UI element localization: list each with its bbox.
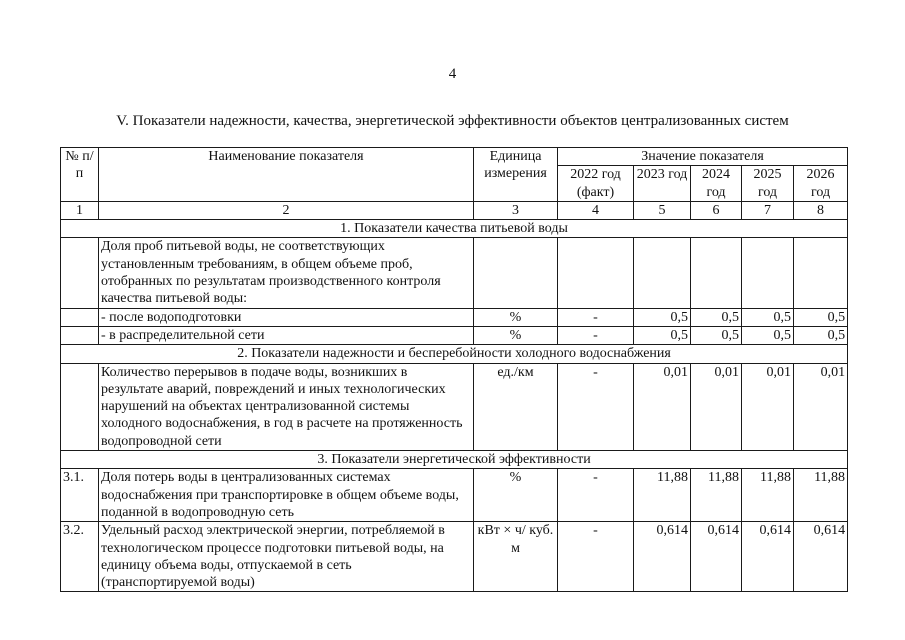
- header-year-2025: 2025 год: [742, 166, 794, 202]
- value-cell-2025: 11,88: [742, 469, 794, 522]
- empty-cell: [634, 238, 691, 308]
- indicator-name: Доля проб питьевой воды, не соответствующих установленным требованиям, в общем объеме проб, отобранных по результатам производственного контроля качества питьевой воды:: [99, 238, 474, 308]
- column-number: 6: [691, 201, 742, 219]
- value-cell-2022: -: [558, 308, 634, 326]
- indicator-name: Доля потерь воды в централизованных системах водоснабжения при транспортировке в общем объеме воды, поданной в водопроводную сеть: [99, 469, 474, 522]
- table-row: [61, 238, 848, 308]
- value-cell-2023: 0,614: [634, 522, 691, 592]
- header-num: № п/п: [61, 148, 99, 202]
- value-cell-2026: 0,5: [794, 308, 848, 326]
- value-cell-2024: 0,01: [691, 363, 742, 450]
- value-cell-2022: -: [558, 469, 634, 522]
- value-cell-2022: -: [558, 522, 634, 592]
- header-unit: Единица измерения: [474, 148, 558, 202]
- column-number: 8: [794, 201, 848, 219]
- unit-cell: ед./км: [474, 363, 558, 450]
- column-number: 5: [634, 201, 691, 219]
- column-number: 4: [558, 201, 634, 219]
- table-row: [61, 308, 848, 326]
- indicator-name: Удельный расход электрической энергии, потребляемой в технологическом процессе подготовки питьевой воды, на единицу объема воды, отпускаемой в сеть (транспортируемой воды): [99, 522, 474, 592]
- value-cell-2023: 11,88: [634, 469, 691, 522]
- indicators-table: [60, 147, 848, 592]
- page-number: 4: [448, 66, 457, 82]
- value-cell-2023: 0,5: [634, 326, 691, 344]
- row-number: [61, 308, 99, 326]
- empty-cell: [794, 238, 848, 308]
- indicator-name: - после водоподготовки: [99, 308, 474, 326]
- value-cell-2024: 11,88: [691, 469, 742, 522]
- header-name: Наименование показателя: [99, 148, 474, 202]
- header-year-2024: 2024 год: [691, 166, 742, 202]
- empty-cell: [474, 238, 558, 308]
- indicator-name: Количество перерывов в подаче воды, возникших в результате аварий, повреждений и иных технологических нарушений на объектах централизованной системы холодного водоснабжения, в год в расчете на протяженность водопроводной сети: [99, 363, 474, 450]
- column-number: 3: [474, 201, 558, 219]
- value-cell-2026: 0,5: [794, 326, 848, 344]
- value-cell-2025: 0,01: [742, 363, 794, 450]
- group-heading-reliability: 2. Показатели надежности и бесперебойности холодного водоснабжения: [61, 345, 848, 363]
- table-header: [61, 148, 848, 202]
- table-row: [61, 469, 848, 522]
- column-number: 7: [742, 201, 794, 219]
- value-cell-2025: 0,5: [742, 308, 794, 326]
- table-row: [61, 522, 848, 592]
- header-year-2026: 2026 год: [794, 166, 848, 202]
- unit-cell: %: [474, 326, 558, 344]
- table-row: [61, 363, 848, 450]
- value-cell-2024: 0,5: [691, 308, 742, 326]
- row-number: [61, 363, 99, 450]
- column-numbers-row: [61, 201, 848, 219]
- empty-cell: [691, 238, 742, 308]
- indicator-name: - в распределительной сети: [99, 326, 474, 344]
- group-heading-row: [61, 345, 848, 363]
- group-heading-quality: 1. Показатели качества питьевой воды: [61, 220, 848, 238]
- group-heading-row: [61, 451, 848, 469]
- value-cell-2026: 0,614: [794, 522, 848, 592]
- row-number: 3.2.: [61, 522, 99, 592]
- row-number: [61, 326, 99, 344]
- header-values: Значение показателя: [558, 148, 848, 166]
- value-cell-2023: 0,01: [634, 363, 691, 450]
- unit-cell: %: [474, 308, 558, 326]
- value-cell-2025: 0,5: [742, 326, 794, 344]
- value-cell-2022: -: [558, 363, 634, 450]
- header-year-2022: 2022 год (факт): [558, 166, 634, 202]
- value-cell-2024: 0,5: [691, 326, 742, 344]
- group-heading-row: [61, 220, 848, 238]
- row-number: 3.1.: [61, 469, 99, 522]
- empty-cell: [558, 238, 634, 308]
- unit-cell: кВт × ч/ куб. м: [474, 522, 558, 592]
- value-cell-2026: 11,88: [794, 469, 848, 522]
- value-cell-2022: -: [558, 326, 634, 344]
- column-number: 2: [99, 201, 474, 219]
- value-cell-2026: 0,01: [794, 363, 848, 450]
- empty-cell: [742, 238, 794, 308]
- group-heading-energy: 3. Показатели энергетической эффективности: [61, 451, 848, 469]
- row-number: [61, 238, 99, 308]
- unit-cell: %: [474, 469, 558, 522]
- value-cell-2025: 0,614: [742, 522, 794, 592]
- column-number: 1: [61, 201, 99, 219]
- value-cell-2023: 0,5: [634, 308, 691, 326]
- section-title: V. Показатели надежности, качества, энергетической эффективности объектов централизованных систем: [116, 113, 789, 129]
- value-cell-2024: 0,614: [691, 522, 742, 592]
- header-year-2023: 2023 год: [634, 166, 691, 202]
- table-row: [61, 326, 848, 344]
